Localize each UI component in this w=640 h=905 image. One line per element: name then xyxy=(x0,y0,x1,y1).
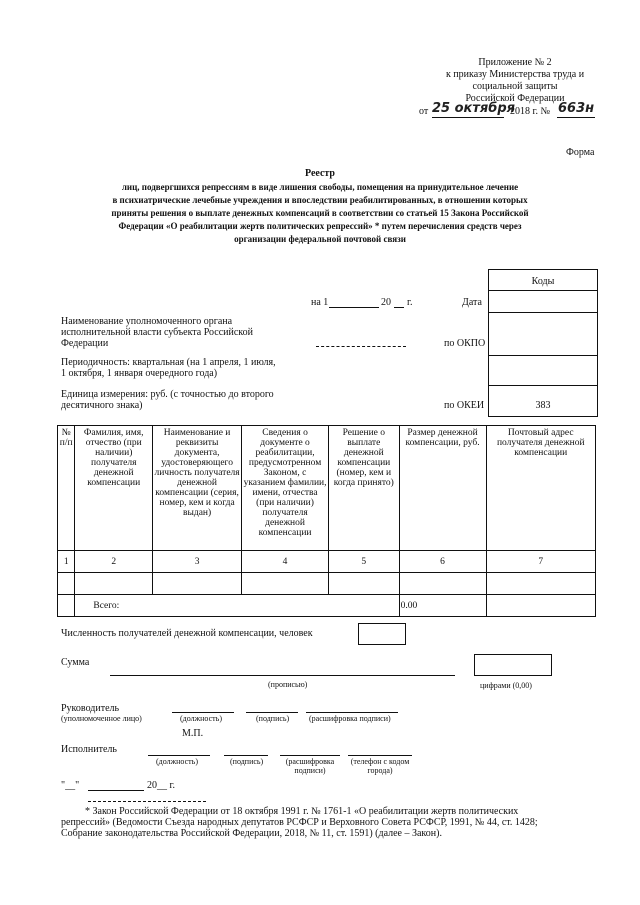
appendix-line-4: Российской Федерации xyxy=(465,93,565,104)
executor-label: Исполнитель xyxy=(61,744,117,755)
col-number: 1 xyxy=(58,551,75,573)
form-label: Форма xyxy=(566,147,595,158)
appendix-date: 25 октября xyxy=(432,101,515,116)
head-sub-label: (уполномоченное лицо) xyxy=(61,714,142,723)
head-signature-caption: (подпись) xyxy=(256,714,290,723)
column-numbers-row xyxy=(58,551,596,573)
registry-table xyxy=(57,425,596,617)
col-header-fio: Фамилия, имя, отчество (при наличии) получателя денежной компенсации xyxy=(75,426,153,551)
col-number: 4 xyxy=(242,551,329,573)
title-word: Реестр xyxy=(304,168,335,179)
organ-line-3: Федерации xyxy=(61,338,109,349)
col-number: 3 xyxy=(153,551,242,573)
appendix-number: 663н xyxy=(558,101,595,116)
executor-position-caption: (должность) xyxy=(156,757,198,766)
title-line-5: организации федеральной почтовой связи xyxy=(234,234,406,244)
appendix-ot: от xyxy=(419,106,429,117)
col-header-amount: Размер денежной компенсации, руб. xyxy=(399,426,486,551)
summa-label: Сумма xyxy=(61,657,90,668)
table-row xyxy=(58,573,596,595)
data-label: Дата xyxy=(462,297,482,308)
unit-line-1: Единица измерения: руб. (с точностью до второго xyxy=(61,389,274,400)
codes-header: Коды xyxy=(531,276,555,287)
col-header-rehab-document: Сведения о документе о реабилитации, предусмотренном Законом, с указанием фамилии, имени, отчества (при наличии) получателя денежной компенсации xyxy=(242,426,329,551)
summa-digits-box[interactable] xyxy=(474,654,552,676)
date-twenty: 20 xyxy=(381,297,391,308)
table-header-row xyxy=(58,426,596,551)
head-decode-caption: (расшифровка подписи) xyxy=(309,714,391,723)
total-row xyxy=(58,595,596,617)
count-box[interactable] xyxy=(358,623,406,645)
date-day: "__" xyxy=(61,780,80,791)
title-line-1: лиц, подвергшихся репрессиям в виде лишения свободы, помещения на принудительное лечение xyxy=(121,182,519,192)
title-line-2: в психиатрические лечебные учреждения и впоследствии реабилитированных, в отношении которых xyxy=(112,195,528,205)
period-line-1: Периодичность: квартальная (на 1 апреля, 1 июля, xyxy=(61,357,276,368)
col-number: 2 xyxy=(75,551,153,573)
col-number: 6 xyxy=(399,551,486,573)
date-year: 20__ г. xyxy=(147,780,175,791)
col-header-id-document: Наименование и реквизиты документа, удостоверяющего личность получателя денежной компенсации (серия, номер, кем и когда выдан) xyxy=(153,426,242,551)
okei-code: 383 xyxy=(535,400,551,411)
date-g: г. xyxy=(407,297,413,308)
unit-line-2: десятичного знака) xyxy=(61,400,143,411)
organ-line-2: исполнительной власти субъекта Российской xyxy=(61,327,254,338)
summa-digits-caption: цифрами (0,00) xyxy=(480,681,532,690)
appendix-line-2: к приказу Министерства труда и xyxy=(445,69,585,80)
title-line-3: приняты решения о выплате денежных компенсаций в соответствии со статьей 15 Закона Российской xyxy=(111,208,529,218)
footnote-line-1: * Закон Российской Федерации от 18 октября 1991 г. № 1761-1 «О реабилитации жертв политических xyxy=(85,806,519,817)
executor-decode-caption: (расшифровка подписи) xyxy=(285,757,335,775)
executor-signature-caption: (подпись) xyxy=(230,757,264,766)
col-header-decision: Решение о выплате денежной компенсации (номер, кем и когда принято) xyxy=(329,426,400,551)
okei-label: по ОКЕИ xyxy=(444,400,485,411)
period-line-2: 1 октября, 1 января очередного года) xyxy=(61,368,218,379)
col-number: 7 xyxy=(486,551,595,573)
title-line-4: Федерации «О реабилитации жертв политических репрессий» * путем перечисления средств через xyxy=(118,221,522,231)
date-na: на 1 xyxy=(311,297,329,308)
executor-phone-caption: (телефон с кодом города) xyxy=(350,757,410,775)
count-label: Численность получателей денежной компенсации, человек xyxy=(61,628,313,639)
organ-line-1: Наименование уполномоченного органа xyxy=(61,316,233,327)
col-header-num: № п/п xyxy=(58,426,75,551)
head-position-caption: (должность) xyxy=(180,714,222,723)
total-value: 0.00 xyxy=(399,595,486,617)
appendix-year: 2018 г. № xyxy=(510,106,551,117)
appendix-line-1: Приложение № 2 xyxy=(478,57,552,68)
summa-words-caption: (прописью) xyxy=(268,680,308,689)
col-number: 5 xyxy=(329,551,400,573)
stamp-mp: М.П. xyxy=(182,728,204,739)
codes-box xyxy=(488,269,598,417)
total-label: Всего: xyxy=(75,595,399,617)
col-header-address: Почтовый адрес получателя денежной компенсации xyxy=(486,426,595,551)
okpo-label: по ОКПО xyxy=(444,338,486,349)
footnote-line-3: Собрание законодательства Российской Федерации, 2018, № 11, ст. 1591) (далее – Закон). xyxy=(61,828,442,839)
footnote-line-2: репрессий» (Ведомости Съезда народных депутатов РСФСР и Верховного Совета РСФСР, 1991, № 44, ст. 1428; xyxy=(61,817,538,828)
appendix-line-3: социальной защиты xyxy=(472,81,558,92)
head-label: Руководитель xyxy=(61,703,120,714)
